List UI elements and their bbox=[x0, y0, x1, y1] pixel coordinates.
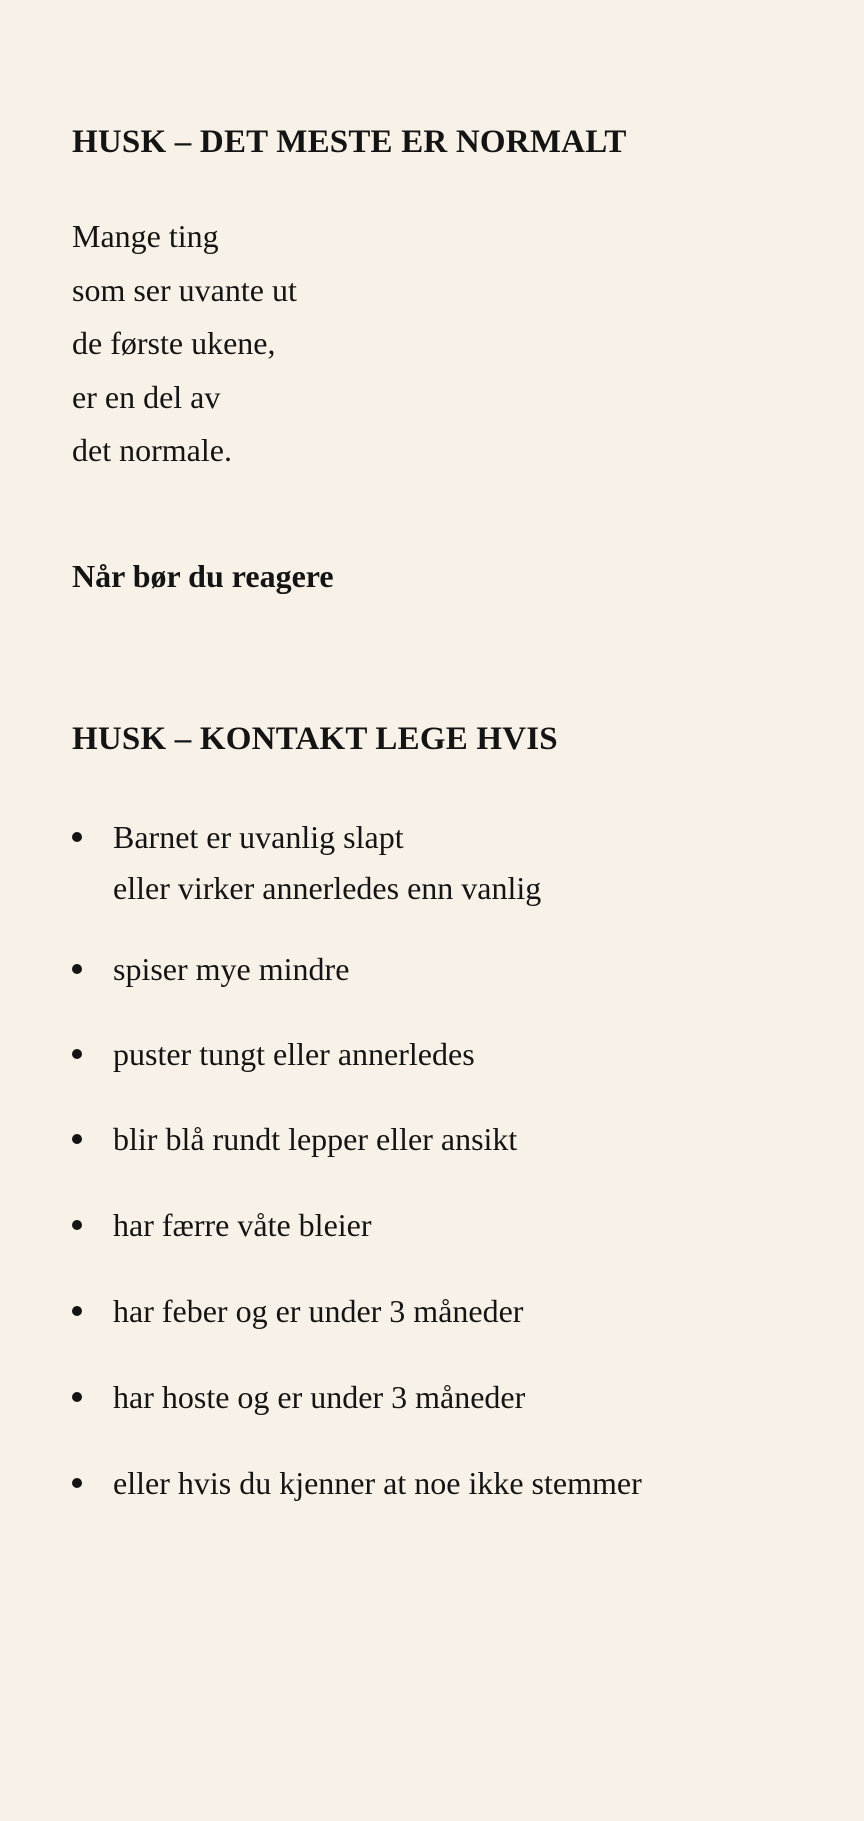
bullet-icon bbox=[72, 1306, 82, 1316]
bullet-icon bbox=[72, 832, 82, 842]
list-item-text: Barnet er uvanlig slapt bbox=[113, 819, 404, 855]
list-item bbox=[72, 1200, 642, 1251]
list-item-text: har feber og er under 3 måneder bbox=[113, 1293, 524, 1329]
bullet-icon bbox=[72, 1049, 82, 1059]
heading-normal: HUSK – DET MESTE ER NORMALT bbox=[72, 124, 627, 160]
bullet-icon bbox=[72, 1478, 82, 1488]
subheading-when-react: Når bør du reagere bbox=[72, 558, 334, 594]
list-item-text: blir blå rundt lepper eller ansikt bbox=[113, 1121, 518, 1157]
list-item bbox=[72, 1029, 642, 1080]
list-item bbox=[72, 1458, 642, 1509]
list-item-text: har færre våte bleier bbox=[113, 1207, 372, 1243]
list-item-text: har hoste og er under 3 måneder bbox=[113, 1379, 526, 1415]
list-item bbox=[72, 1286, 642, 1337]
intro-text bbox=[72, 210, 297, 478]
list-item bbox=[72, 812, 642, 914]
list-item bbox=[72, 1114, 642, 1165]
heading-contact-doctor: HUSK – KONTAKT LEGE HVIS bbox=[72, 721, 558, 757]
bullet-icon bbox=[72, 1220, 82, 1230]
intro-line: Mange ting bbox=[72, 218, 219, 254]
symptom-list bbox=[72, 812, 642, 1509]
bullet-icon bbox=[72, 1134, 82, 1144]
intro-line: de første ukene, bbox=[72, 325, 276, 361]
intro-line: det normale. bbox=[72, 432, 232, 468]
intro-line: er en del av bbox=[72, 378, 221, 415]
list-item-text: eller hvis du kjenner at noe ikke stemmer bbox=[113, 1465, 642, 1501]
list-item-text: eller virker annerledes enn vanlig bbox=[113, 870, 542, 906]
intro-line: som ser uvante ut bbox=[72, 271, 297, 308]
bullet-icon bbox=[72, 1392, 82, 1402]
bullet-icon bbox=[72, 964, 82, 974]
list-item-text: spiser mye mindre bbox=[113, 951, 350, 987]
list-item-text: puster tungt eller annerledes bbox=[113, 1036, 475, 1072]
list-item bbox=[72, 944, 642, 995]
list-item bbox=[72, 1372, 642, 1423]
